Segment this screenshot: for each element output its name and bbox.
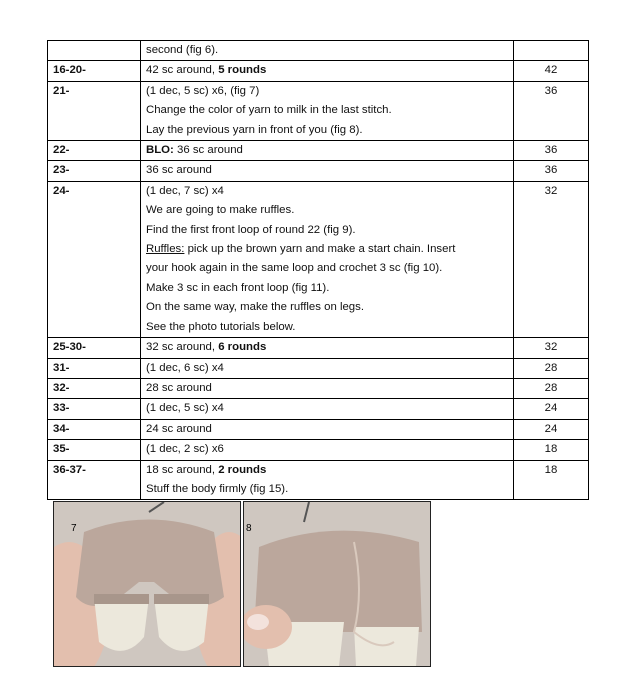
table-row xyxy=(48,460,589,500)
instruction-cell xyxy=(141,61,514,81)
stitch-count: 18 xyxy=(514,440,589,460)
instruction-line xyxy=(146,201,508,220)
instruction-text: On the same way, make the ruffles on legs. xyxy=(146,301,365,314)
instruction-text: your hook again in the same loop and crochet 3 sc (fig 10). xyxy=(146,262,443,275)
instruction-cell xyxy=(141,181,514,337)
instruction-text: (1 dec, 7 sc) x4 xyxy=(146,184,224,197)
instruction-text: Ruffles: xyxy=(146,243,185,256)
round-number: 16-20- xyxy=(48,61,141,81)
table-row xyxy=(48,419,589,439)
fig-7-number: 7 xyxy=(71,523,77,534)
instruction-text: 36 sc around xyxy=(173,144,243,157)
fig-7-image xyxy=(54,502,240,666)
table-row xyxy=(48,161,589,181)
instruction-text: pick up the brown yarn and make a start chain. Insert xyxy=(184,243,456,256)
instruction-line xyxy=(146,61,508,80)
instruction-cell xyxy=(141,358,514,378)
instruction-line xyxy=(146,420,508,439)
instruction-text: (1 dec, 5 sc) x6, (fig 7) xyxy=(146,84,260,97)
table-row xyxy=(48,81,589,140)
stitch-count: 36 xyxy=(514,161,589,181)
stitch-count: 32 xyxy=(514,181,589,337)
instruction-text: Stuff the body firmly (fig 15). xyxy=(146,482,289,495)
stitch-count: 24 xyxy=(514,419,589,439)
instruction-text: Change the color of yarn to milk in the last stitch. xyxy=(146,104,392,117)
instruction-line xyxy=(146,101,508,120)
instruction-line xyxy=(146,338,508,357)
round-number: 22- xyxy=(48,141,141,161)
instruction-line xyxy=(146,379,508,398)
instruction-text: (1 dec, 5 sc) x4 xyxy=(146,402,224,415)
instruction-line xyxy=(146,161,508,180)
instruction-line xyxy=(146,82,508,101)
table-row xyxy=(48,358,589,378)
instruction-cell xyxy=(141,440,514,460)
round-number xyxy=(48,41,141,61)
instruction-line xyxy=(146,440,508,459)
instruction-text: Lay the previous yarn in front of you (fig 8). xyxy=(146,123,363,136)
instruction-line xyxy=(146,41,508,60)
table-row xyxy=(48,61,589,81)
instruction-cell xyxy=(141,81,514,140)
pattern-table-body xyxy=(48,41,589,500)
table-row xyxy=(48,338,589,358)
instruction-text: 28 sc around xyxy=(146,381,212,394)
stitch-count: 36 xyxy=(514,141,589,161)
instruction-text: (1 dec, 6 sc) x4 xyxy=(146,361,224,374)
instruction-cell xyxy=(141,378,514,398)
stitch-count xyxy=(514,41,589,61)
instruction-line xyxy=(146,318,508,337)
instruction-cell xyxy=(141,399,514,419)
instruction-line xyxy=(146,182,508,201)
stitch-count: 28 xyxy=(514,358,589,378)
instruction-line xyxy=(146,461,508,480)
stitch-count: 28 xyxy=(514,378,589,398)
round-number: 36-37- xyxy=(48,460,141,500)
instruction-text: Make 3 sc in each front loop (fig 11). xyxy=(146,281,330,294)
instruction-line xyxy=(146,279,508,298)
stitch-count: 36 xyxy=(514,81,589,140)
instruction-text: 36 sc around xyxy=(146,164,212,177)
instruction-cell xyxy=(141,141,514,161)
stitch-count: 42 xyxy=(514,61,589,81)
round-number: 23- xyxy=(48,161,141,181)
round-number: 35- xyxy=(48,440,141,460)
photo-fig-7 xyxy=(53,501,241,667)
instruction-line xyxy=(146,121,508,140)
photo-fig-8 xyxy=(243,501,431,667)
round-number: 31- xyxy=(48,358,141,378)
instruction-cell xyxy=(141,419,514,439)
instruction-text: (1 dec, 2 sc) x6 xyxy=(146,443,224,456)
round-number: 25-30- xyxy=(48,338,141,358)
round-number: 33- xyxy=(48,399,141,419)
instruction-text: second (fig 6). xyxy=(146,44,219,56)
instruction-text: Find the first front loop of round 22 (fig 9). xyxy=(146,223,356,236)
table-row xyxy=(48,399,589,419)
fig-8-image xyxy=(244,502,430,666)
instruction-text: See the photo tutorials below. xyxy=(146,320,296,333)
instruction-line xyxy=(146,480,508,499)
round-number: 32- xyxy=(48,378,141,398)
table-row xyxy=(48,41,589,61)
instruction-line xyxy=(146,259,508,278)
instruction-line xyxy=(146,399,508,418)
instruction-text: 6 rounds xyxy=(218,341,267,354)
instruction-cell xyxy=(141,41,514,61)
instruction-text: We are going to make ruffles. xyxy=(146,204,295,217)
instruction-text: 5 rounds xyxy=(218,64,267,77)
instruction-line xyxy=(146,221,508,240)
table-row xyxy=(48,440,589,460)
instruction-text: 24 sc around xyxy=(146,422,212,435)
round-number: 21- xyxy=(48,81,141,140)
instruction-text: 18 sc around, xyxy=(146,463,219,476)
instruction-cell xyxy=(141,460,514,500)
pattern-table xyxy=(47,40,589,500)
round-number: 24- xyxy=(48,181,141,337)
instruction-line xyxy=(146,141,508,160)
table-row xyxy=(48,378,589,398)
instruction-line xyxy=(146,240,508,259)
stitch-count: 24 xyxy=(514,399,589,419)
instruction-text: 42 sc around, xyxy=(146,64,219,77)
fig-8-number: 8 xyxy=(246,523,252,534)
round-number: 34- xyxy=(48,419,141,439)
table-row xyxy=(48,141,589,161)
instruction-text: 32 sc around, xyxy=(146,341,219,354)
stitch-count: 32 xyxy=(514,338,589,358)
instruction-line xyxy=(146,298,508,317)
instruction-text: 2 rounds xyxy=(218,463,267,476)
instruction-cell xyxy=(141,338,514,358)
table-row xyxy=(48,181,589,337)
stitch-count: 18 xyxy=(514,460,589,500)
instruction-cell xyxy=(141,161,514,181)
instruction-text: BLO: xyxy=(146,144,174,157)
instruction-line xyxy=(146,359,508,378)
